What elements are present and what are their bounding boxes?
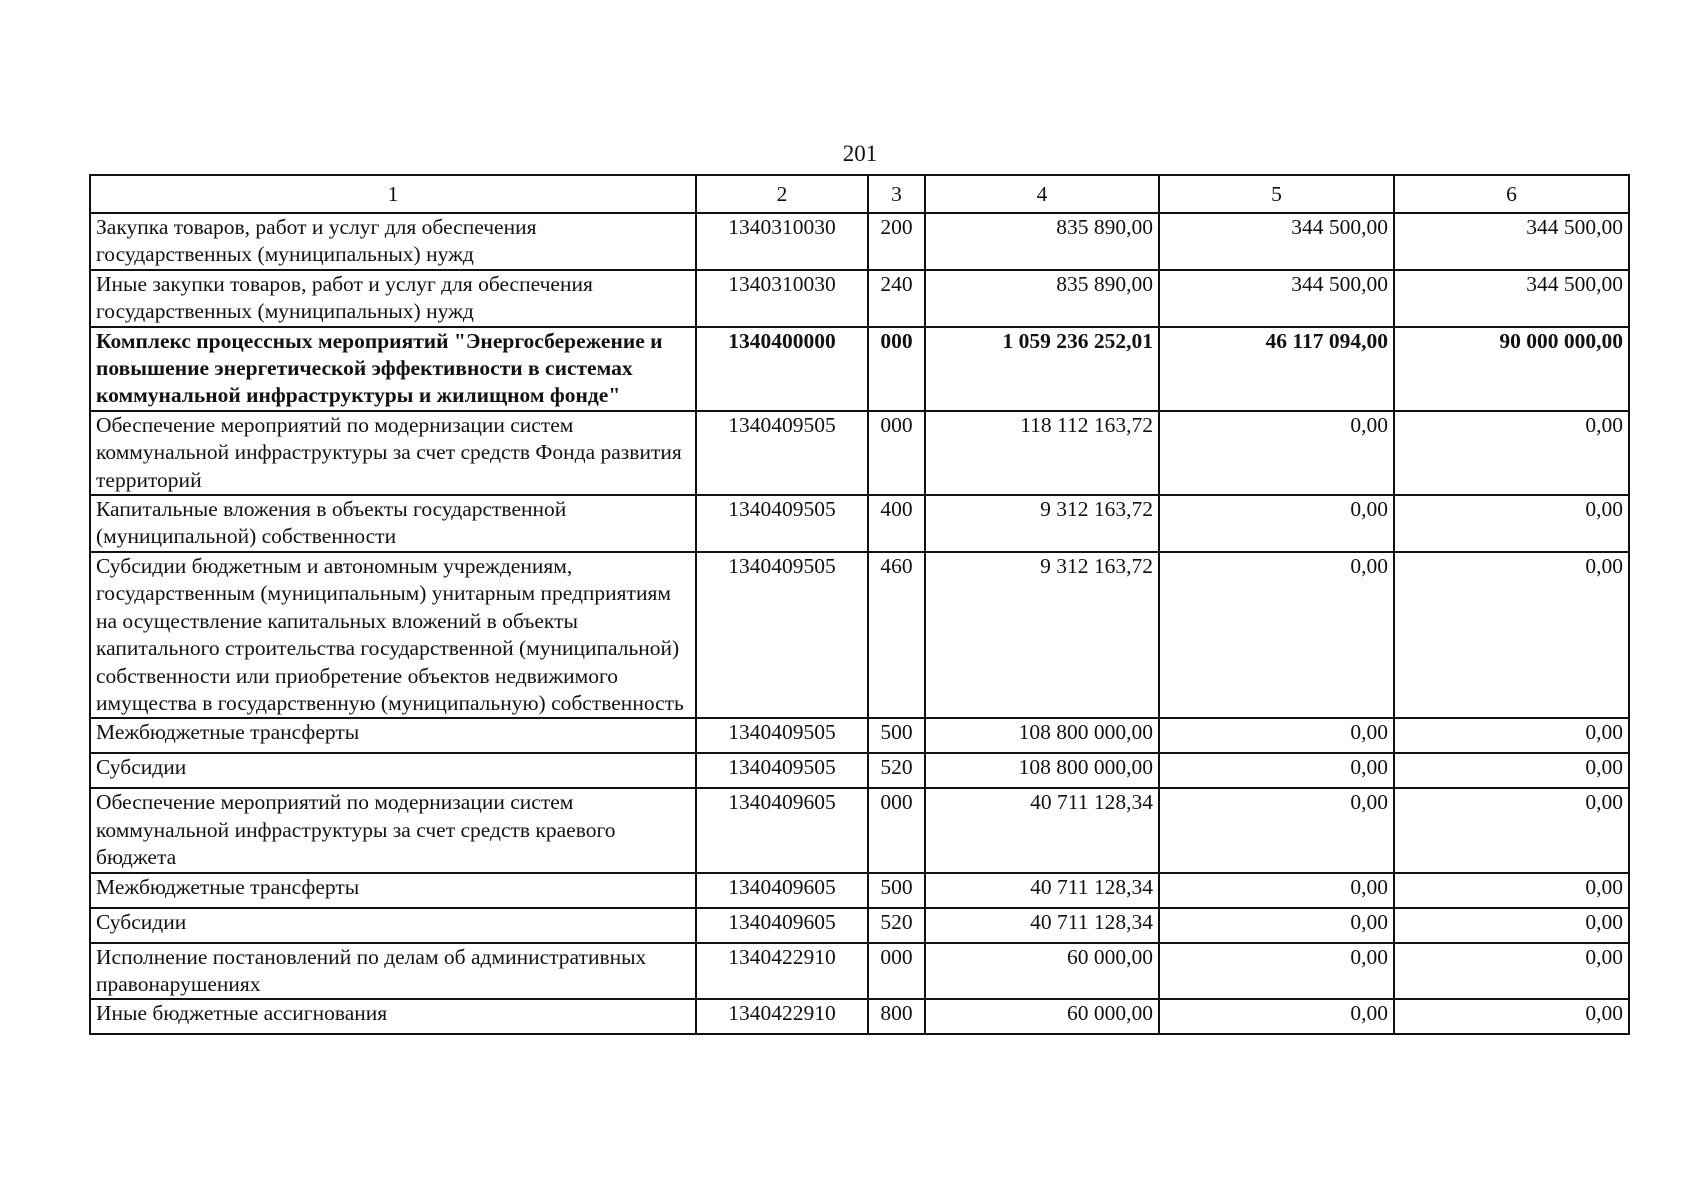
row-value-col5-cell: 344 500,00 (1159, 270, 1394, 327)
row-name-cell: Закупка товаров, работ и услуг для обеспечения государственных (муниципальных) нужд (90, 213, 696, 270)
table-row (90, 908, 1629, 943)
row-name-cell: Субсидии (90, 753, 696, 788)
table-row (90, 495, 1629, 552)
row-value-col4-cell: 835 890,00 (925, 270, 1159, 327)
row-value-col5-cell: 0,00 (1159, 873, 1394, 908)
table-row (90, 552, 1629, 718)
row-type-cell: 520 (868, 908, 925, 943)
table-row (90, 327, 1629, 411)
table-row (90, 213, 1629, 270)
row-name-cell: Межбюджетные трансферты (90, 718, 696, 753)
row-value-col4-cell: 118 112 163,72 (925, 411, 1159, 495)
row-code-cell: 1340422910 (696, 999, 868, 1034)
table-row (90, 788, 1629, 872)
row-value-col6-cell: 90 000 000,00 (1394, 327, 1629, 411)
row-value-col5-cell: 0,00 (1159, 943, 1394, 1000)
header-col-5: 5 (1159, 175, 1394, 213)
table-row (90, 753, 1629, 788)
row-value-col6-cell: 0,00 (1394, 753, 1629, 788)
row-value-col6-cell: 344 500,00 (1394, 213, 1629, 270)
row-value-col6-cell: 344 500,00 (1394, 270, 1629, 327)
row-value-col5-cell: 0,00 (1159, 788, 1394, 872)
row-value-col4-cell: 1 059 236 252,01 (925, 327, 1159, 411)
row-name-cell: Капитальные вложения в объекты государственной (муниципальной) собственности (90, 495, 696, 552)
table-row (90, 411, 1629, 495)
row-name-cell: Субсидии бюджетным и автономным учреждениям, государственным (муниципальным) унитарным предприятиям на осуществление капитальных вложений в объекты капитального строительства государственной (муниципальной) собственности или приобретение объектов недвижимого имущества в государственную (муниципальную) собственность (90, 552, 696, 718)
row-type-cell: 240 (868, 270, 925, 327)
row-value-col5-cell: 0,00 (1159, 999, 1394, 1034)
row-type-cell: 520 (868, 753, 925, 788)
row-code-cell: 1340409505 (696, 552, 868, 718)
row-value-col5-cell: 46 117 094,00 (1159, 327, 1394, 411)
row-type-cell: 400 (868, 495, 925, 552)
header-col-3: 3 (868, 175, 925, 213)
row-value-col6-cell: 0,00 (1394, 943, 1629, 1000)
row-value-col4-cell: 60 000,00 (925, 943, 1159, 1000)
row-value-col6-cell: 0,00 (1394, 495, 1629, 552)
row-value-col4-cell: 40 711 128,34 (925, 788, 1159, 872)
row-value-col5-cell: 0,00 (1159, 495, 1394, 552)
header-col-4: 4 (925, 175, 1159, 213)
table-body (90, 213, 1629, 1034)
row-code-cell: 1340422910 (696, 943, 868, 1000)
row-code-cell: 1340310030 (696, 270, 868, 327)
table-row (90, 999, 1629, 1034)
budget-table (89, 174, 1630, 1035)
row-name-cell: Иные бюджетные ассигнования (90, 999, 696, 1034)
row-type-cell: 800 (868, 999, 925, 1034)
row-code-cell: 1340409505 (696, 718, 868, 753)
row-value-col4-cell: 40 711 128,34 (925, 873, 1159, 908)
row-value-col4-cell: 60 000,00 (925, 999, 1159, 1034)
row-type-cell: 500 (868, 873, 925, 908)
row-name-cell: Обеспечение мероприятий по модернизации систем коммунальной инфраструктуры за счет средств краевого бюджета (90, 788, 696, 872)
row-code-cell: 1340310030 (696, 213, 868, 270)
row-type-cell: 000 (868, 327, 925, 411)
page-number: 201 (842, 141, 878, 166)
header-col-6: 6 (1394, 175, 1629, 213)
row-name-cell: Обеспечение мероприятий по модернизации систем коммунальной инфраструктуры за счет средств Фонда развития территорий (90, 411, 696, 495)
row-value-col6-cell: 0,00 (1394, 999, 1629, 1034)
header-col-1: 1 (90, 175, 696, 213)
row-value-col6-cell: 0,00 (1394, 411, 1629, 495)
row-code-cell: 1340409605 (696, 908, 868, 943)
row-value-col4-cell: 9 312 163,72 (925, 552, 1159, 718)
row-value-col6-cell: 0,00 (1394, 552, 1629, 718)
row-code-cell: 1340409505 (696, 411, 868, 495)
row-value-col4-cell: 40 711 128,34 (925, 908, 1159, 943)
row-value-col6-cell: 0,00 (1394, 908, 1629, 943)
row-value-col6-cell: 0,00 (1394, 718, 1629, 753)
row-type-cell: 460 (868, 552, 925, 718)
row-value-col5-cell: 0,00 (1159, 753, 1394, 788)
row-value-col4-cell: 108 800 000,00 (925, 718, 1159, 753)
header-col-2: 2 (696, 175, 868, 213)
row-type-cell: 000 (868, 788, 925, 872)
table-row (90, 718, 1629, 753)
row-value-col5-cell: 0,00 (1159, 908, 1394, 943)
row-type-cell: 000 (868, 943, 925, 1000)
row-value-col5-cell: 344 500,00 (1159, 213, 1394, 270)
row-type-cell: 200 (868, 213, 925, 270)
row-name-cell: Комплекс процессных мероприятий "Энергосбережение и повышение энергетической эффективности в системах коммунальной инфраструктуры и жилищном фонде" (90, 327, 696, 411)
row-value-col6-cell: 0,00 (1394, 788, 1629, 872)
row-value-col4-cell: 108 800 000,00 (925, 753, 1159, 788)
header-row (90, 175, 1629, 213)
row-type-cell: 000 (868, 411, 925, 495)
row-name-cell: Иные закупки товаров, работ и услуг для обеспечения государственных (муниципальных) нужд (90, 270, 696, 327)
row-value-col4-cell: 835 890,00 (925, 213, 1159, 270)
row-type-cell: 500 (868, 718, 925, 753)
row-value-col5-cell: 0,00 (1159, 552, 1394, 718)
row-name-cell: Субсидии (90, 908, 696, 943)
row-code-cell: 1340400000 (696, 327, 868, 411)
row-value-col5-cell: 0,00 (1159, 411, 1394, 495)
row-value-col5-cell: 0,00 (1159, 718, 1394, 753)
row-code-cell: 1340409605 (696, 788, 868, 872)
row-name-cell: Межбюджетные трансферты (90, 873, 696, 908)
table-row (90, 270, 1629, 327)
row-code-cell: 1340409605 (696, 873, 868, 908)
row-code-cell: 1340409505 (696, 495, 868, 552)
row-value-col4-cell: 9 312 163,72 (925, 495, 1159, 552)
table-row (90, 873, 1629, 908)
row-value-col6-cell: 0,00 (1394, 873, 1629, 908)
table-row (90, 943, 1629, 1000)
row-name-cell: Исполнение постановлений по делам об административных правонарушениях (90, 943, 696, 1000)
row-code-cell: 1340409505 (696, 753, 868, 788)
